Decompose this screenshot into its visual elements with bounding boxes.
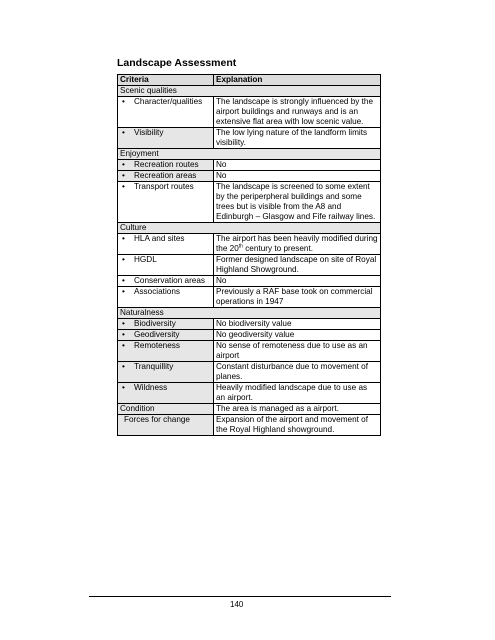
explanation-cell: No [214, 171, 381, 182]
criteria-cell: • Conservation areas [118, 276, 214, 287]
explanation-cell: The landscape is strongly influenced by the airport buildings and runways and is an extensive flat area with low scenic value. [214, 97, 381, 128]
explanation-cell: The airport has been heavily modified during the 20th century to present. [214, 234, 381, 255]
table-row [118, 287, 381, 308]
table-row [118, 234, 381, 255]
section-label: Scenic qualities [118, 86, 381, 97]
explanation-cell: Previously a RAF base took on commercial operations in 1947 [214, 287, 381, 308]
section-row-culture [118, 223, 381, 234]
criteria-cell: Condition [118, 404, 214, 415]
explanation-cell: Heavily modified landscape due to use as an airport. [214, 383, 381, 404]
criteria-cell: • Visibility [118, 128, 214, 149]
explanation-cell: Former designed landscape on site of Royal Highland Showground. [214, 255, 381, 276]
criteria-cell: • HLA and sites [118, 234, 214, 255]
table-row [118, 319, 381, 330]
criteria-cell: • Geodiversity [118, 330, 214, 341]
explanation-cell: No geodiversity value [214, 330, 381, 341]
explanation-cell: The low lying nature of the landform limits visibility. [214, 128, 381, 149]
explanation-cell: No [214, 160, 381, 171]
table-row [118, 330, 381, 341]
explanation-cell: No [214, 276, 381, 287]
criteria-cell: • Remoteness [118, 341, 214, 362]
table-row [118, 128, 381, 149]
criteria-cell: • Recreation routes [118, 160, 214, 171]
explanation-cell: No biodiversity value [214, 319, 381, 330]
section-label: Culture [118, 223, 381, 234]
explanation-cell: The landscape is screened to some extent by the periperpheral buildings and some trees but is visible from the A8 and Edinburgh – Glasgow and Fife railway lines. [214, 182, 381, 223]
criteria-cell: • Recreation areas [118, 171, 214, 182]
header-criteria: Criteria [118, 75, 214, 86]
table-row [118, 255, 381, 276]
section-row-scenic [118, 86, 381, 97]
table-row [118, 362, 381, 383]
table-row [118, 182, 381, 223]
page-title: Landscape Assessment [117, 57, 237, 69]
section-label: Naturalness [118, 308, 381, 319]
section-row-enjoyment [118, 149, 381, 160]
table-row [118, 276, 381, 287]
page-number: 140 [230, 600, 244, 609]
landscape-assessment-table [117, 74, 381, 436]
criteria-cell: • HGDL [118, 255, 214, 276]
table-row [118, 341, 381, 362]
criteria-cell: • Character/qualities [118, 97, 214, 128]
table-row [118, 160, 381, 171]
criteria-cell: Forces for change [118, 415, 214, 436]
footer-rule [89, 596, 391, 597]
criteria-cell: • Wildness [118, 383, 214, 404]
explanation-cell: Expansion of the airport and movement of the Royal Highland showground. [214, 415, 381, 436]
criteria-cell: • Transport routes [118, 182, 214, 223]
explanation-cell: Constant disturbance due to movement of planes. [214, 362, 381, 383]
criteria-cell: • Tranquillity [118, 362, 214, 383]
table-row [118, 383, 381, 404]
header-explanation: Explanation [214, 75, 381, 86]
criteria-cell: • Associations [118, 287, 214, 308]
explanation-cell: The area is managed as a airport. [214, 404, 381, 415]
criteria-cell: • Biodiversity [118, 319, 214, 330]
section-row-naturalness [118, 308, 381, 319]
section-label: Enjoyment [118, 149, 381, 160]
table-row [118, 404, 381, 415]
table-header-row [118, 75, 381, 86]
table-row [118, 97, 381, 128]
explanation-cell: No sense of remoteness due to use as an airport [214, 341, 381, 362]
table-row [118, 415, 381, 436]
table-row [118, 171, 381, 182]
